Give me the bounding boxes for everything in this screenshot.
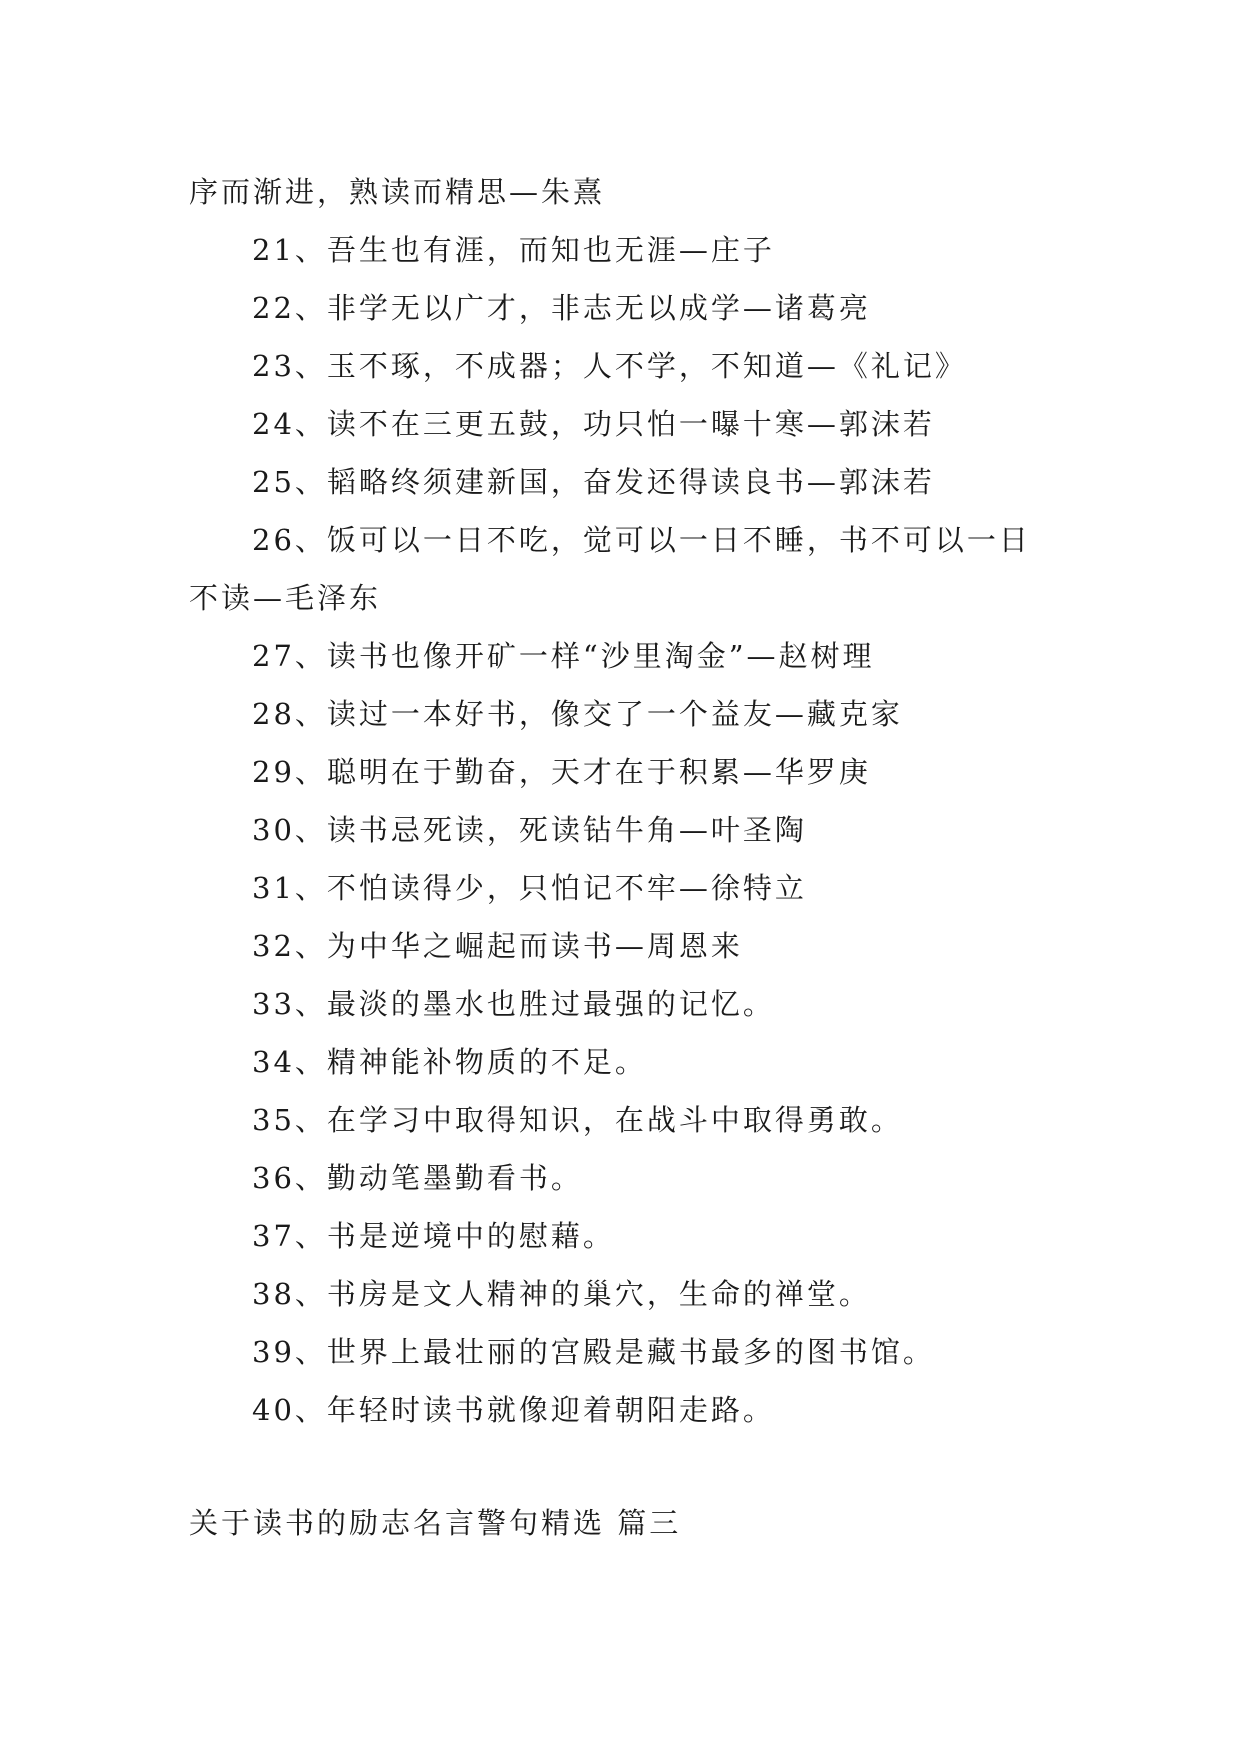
- list-item: 23、玉不琢，不成器；人不学，不知道—《礼记》: [252, 349, 967, 383]
- list-item: 29、聪明在于勤奋，天才在于积累—华罗庚: [252, 755, 871, 789]
- list-item: 39、世界上最壮丽的宫殿是藏书最多的图书馆。: [252, 1335, 935, 1369]
- list-item: 31、不怕读得少，只怕记不牢—徐特立: [252, 871, 807, 905]
- list-item: 24、读不在三更五鼓，功只怕一曝十寒—郭沫若: [252, 407, 935, 441]
- list-item: 33、最淡的墨水也胜过最强的记忆。: [252, 987, 775, 1021]
- section-heading: 关于读书的励志名言警句精选 篇三: [189, 1506, 682, 1540]
- list-item: 38、书房是文人精神的巢穴，生命的禅堂。: [252, 1277, 871, 1311]
- list-item: 40、年轻时读书就像迎着朝阳走路。: [252, 1393, 775, 1427]
- list-item: 21、吾生也有涯，而知也无涯—庄子: [252, 233, 775, 267]
- list-item: 30、读书忌死读，死读钻牛角—叶圣陶: [252, 813, 807, 847]
- list-item: 34、精神能补物质的不足。: [252, 1045, 647, 1079]
- list-item: 35、在学习中取得知识，在战斗中取得勇敢。: [252, 1103, 903, 1137]
- list-item: 27、读书也像开矿一样“沙里淘金”—赵树理: [252, 639, 875, 673]
- list-item: 32、为中华之崛起而读书—周恩来: [252, 929, 743, 963]
- list-item: 36、勤动笔墨勤看书。: [252, 1161, 583, 1195]
- list-item: 25、韬略终须建新国，奋发还得读良书—郭沫若: [252, 465, 935, 499]
- list-item: 37、书是逆境中的慰藉。: [252, 1219, 615, 1253]
- list-item: 22、非学无以广才，非志无以成学—诸葛亮: [252, 291, 871, 325]
- list-item: 26、饭可以一日不吃，觉可以一日不睡，书不可以一日: [252, 523, 1031, 557]
- list-item-continuation: 不读—毛泽东: [189, 581, 382, 615]
- continuation-line: 序而渐进，熟读而精思—朱熹: [189, 175, 606, 209]
- quote-list: [189, 163, 1069, 1439]
- list-item: 28、读过一本好书，像交了一个益友—藏克家: [252, 697, 903, 731]
